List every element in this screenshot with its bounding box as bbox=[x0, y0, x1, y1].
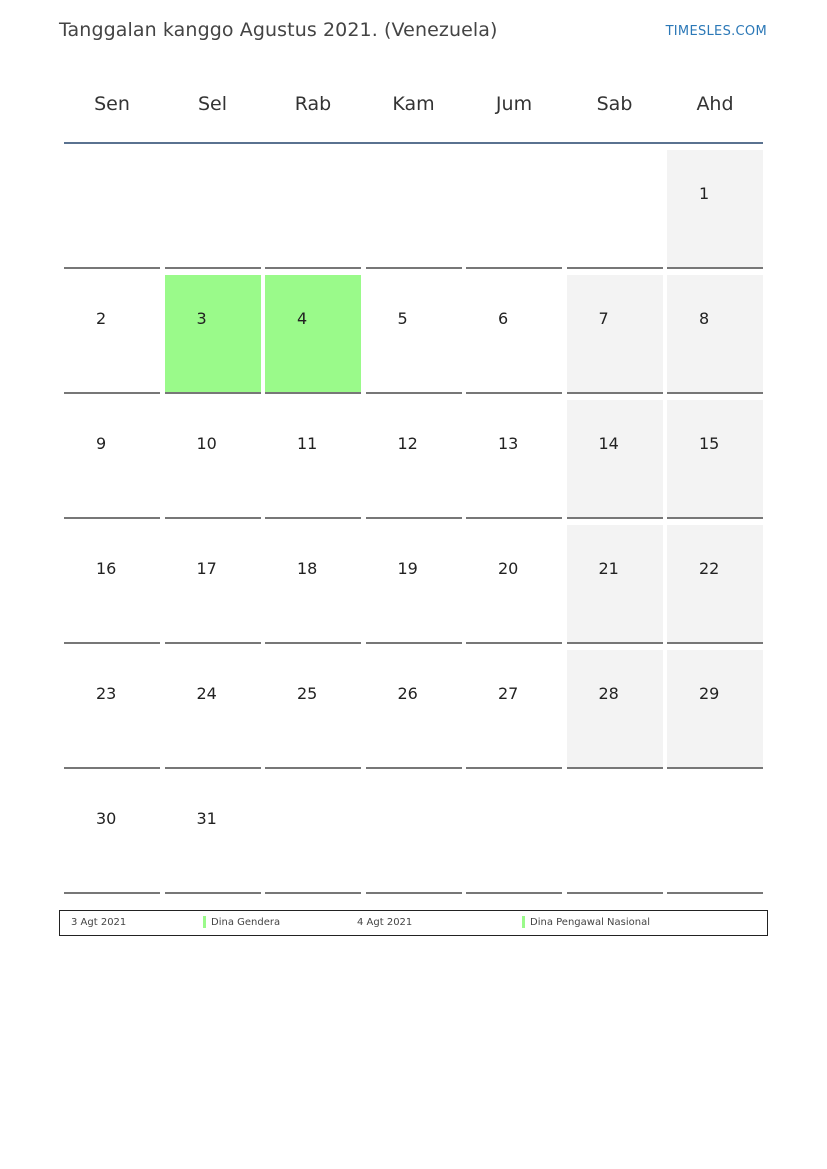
empty-day-cell bbox=[366, 150, 462, 269]
day-number: 31 bbox=[196, 809, 217, 828]
day-cell[interactable] bbox=[466, 275, 562, 394]
day-number: 14 bbox=[598, 434, 619, 453]
day-cell[interactable] bbox=[366, 275, 462, 394]
day-number: 29 bbox=[699, 684, 720, 703]
day-cell[interactable] bbox=[466, 400, 562, 519]
day-number: 12 bbox=[397, 434, 418, 453]
day-number: 4 bbox=[297, 309, 308, 328]
day-cell[interactable] bbox=[64, 525, 160, 644]
weekend-day-cell[interactable] bbox=[567, 650, 663, 769]
day-number: 30 bbox=[96, 809, 117, 828]
empty-day-cell bbox=[366, 775, 462, 894]
day-number: 9 bbox=[96, 434, 107, 453]
day-number: 1 bbox=[699, 184, 710, 203]
weekday-label: Rab bbox=[294, 93, 332, 115]
weekend-day-cell[interactable] bbox=[667, 525, 763, 644]
day-number: 23 bbox=[96, 684, 117, 703]
holiday-legend bbox=[59, 910, 768, 936]
day-cell[interactable] bbox=[366, 400, 462, 519]
weekday-label: Jum bbox=[495, 93, 533, 115]
empty-day-cell bbox=[64, 150, 160, 269]
day-number: 17 bbox=[196, 559, 217, 578]
day-number: 22 bbox=[699, 559, 720, 578]
weekend-day-cell[interactable] bbox=[667, 650, 763, 769]
legend-date: 4 Agt 2021 bbox=[357, 917, 413, 928]
day-number: 13 bbox=[498, 434, 519, 453]
day-cell[interactable] bbox=[466, 650, 562, 769]
day-cell[interactable] bbox=[165, 775, 261, 894]
empty-day-cell bbox=[165, 150, 261, 269]
day-number: 20 bbox=[498, 559, 519, 578]
empty-day-cell bbox=[265, 775, 361, 894]
holiday-day-cell[interactable] bbox=[265, 275, 361, 394]
weekend-day-cell[interactable] bbox=[567, 400, 663, 519]
empty-day-cell bbox=[567, 150, 663, 269]
weekend-day-cell[interactable] bbox=[667, 275, 763, 394]
day-cell[interactable] bbox=[265, 525, 361, 644]
day-number: 19 bbox=[397, 559, 418, 578]
day-number: 2 bbox=[96, 309, 107, 328]
day-number: 28 bbox=[598, 684, 619, 703]
day-cell[interactable] bbox=[165, 650, 261, 769]
empty-day-cell bbox=[466, 775, 562, 894]
day-number: 16 bbox=[96, 559, 117, 578]
weekday-label: Kam bbox=[392, 93, 435, 115]
day-cell[interactable] bbox=[265, 400, 361, 519]
day-number: 5 bbox=[397, 309, 408, 328]
empty-day-cell bbox=[667, 775, 763, 894]
day-cell[interactable] bbox=[366, 525, 462, 644]
day-cell[interactable] bbox=[64, 400, 160, 519]
weekday-label: Sab bbox=[596, 93, 633, 115]
day-cell[interactable] bbox=[466, 525, 562, 644]
day-number: 8 bbox=[699, 309, 710, 328]
day-cell[interactable] bbox=[165, 400, 261, 519]
legend-color-swatch bbox=[522, 916, 525, 928]
day-number: 24 bbox=[196, 684, 217, 703]
holiday-day-cell[interactable] bbox=[165, 275, 261, 394]
day-number: 21 bbox=[598, 559, 619, 578]
empty-day-cell bbox=[265, 150, 361, 269]
day-number: 7 bbox=[598, 309, 609, 328]
day-cell[interactable] bbox=[165, 525, 261, 644]
day-number: 11 bbox=[297, 434, 318, 453]
day-number: 15 bbox=[699, 434, 720, 453]
empty-day-cell bbox=[466, 150, 562, 269]
empty-day-cell bbox=[567, 775, 663, 894]
legend-date: 3 Agt 2021 bbox=[71, 917, 127, 928]
day-number: 27 bbox=[498, 684, 519, 703]
legend-color-swatch bbox=[203, 916, 206, 928]
day-number: 26 bbox=[397, 684, 418, 703]
page-title: Tanggalan kanggo Agustus 2021. (Venezuela) bbox=[59, 19, 498, 41]
day-number: 25 bbox=[297, 684, 318, 703]
day-number: 10 bbox=[196, 434, 217, 453]
weekday-label: Ahd bbox=[696, 93, 734, 115]
day-cell[interactable] bbox=[64, 275, 160, 394]
weekend-day-cell[interactable] bbox=[667, 400, 763, 519]
day-cell[interactable] bbox=[64, 650, 160, 769]
day-number: 18 bbox=[297, 559, 318, 578]
weekend-day-cell[interactable] bbox=[667, 150, 763, 269]
weekday-label: Sel bbox=[197, 93, 228, 115]
brand-link[interactable]: TIMESLES.COM bbox=[665, 24, 767, 39]
day-number: 3 bbox=[196, 309, 207, 328]
day-cell[interactable] bbox=[366, 650, 462, 769]
day-cell[interactable] bbox=[64, 775, 160, 894]
weekend-day-cell[interactable] bbox=[567, 525, 663, 644]
day-cell[interactable] bbox=[265, 650, 361, 769]
day-number: 6 bbox=[498, 309, 509, 328]
weekend-day-cell[interactable] bbox=[567, 275, 663, 394]
weekday-label: Sen bbox=[94, 93, 130, 115]
legend-holiday-name: Dina Gendera bbox=[211, 917, 281, 928]
legend-holiday-name: Dina Pengawal Nasional bbox=[530, 917, 650, 928]
